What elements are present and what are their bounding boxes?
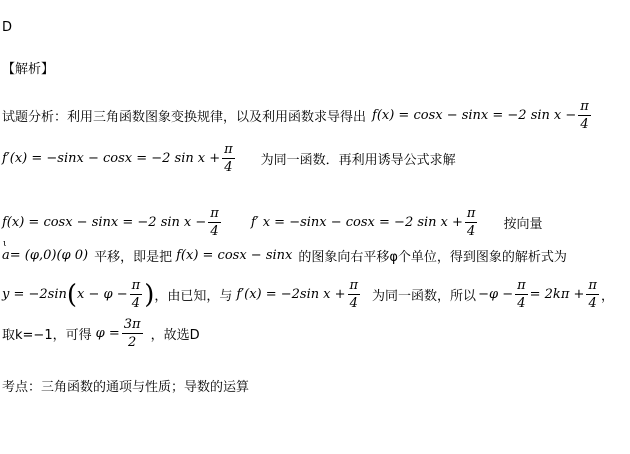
vector-arrow-icon: ι bbox=[3, 239, 7, 249]
choose-text: ，故选D bbox=[150, 328, 200, 343]
f-expression: f(x) = cosx − sinx = −2 sin bbox=[372, 108, 550, 123]
fprime-expression: f′(x) = −sinx − cosx = −2 sin bbox=[2, 151, 194, 166]
frac-num: 3π bbox=[123, 317, 141, 332]
eq-mid: = 2kπ + bbox=[529, 287, 585, 302]
fraction-pi-over-4 bbox=[348, 279, 361, 310]
vector-text: 按向量 bbox=[503, 217, 543, 232]
fraction-pi-over-4 bbox=[586, 279, 599, 310]
answer-text: D bbox=[2, 20, 13, 35]
frac-num: π bbox=[588, 278, 597, 293]
fprime-line: f′ x = −sinx − cosx = −2 sin bbox=[250, 215, 437, 230]
kaodian-line bbox=[2, 376, 249, 395]
y-expression: y = −2sin bbox=[2, 287, 67, 302]
left-paren: ( bbox=[66, 279, 78, 310]
phi-eq: φ = bbox=[95, 326, 120, 341]
frac-num: π bbox=[349, 278, 359, 293]
phase-x-plus: x + bbox=[440, 215, 463, 230]
x-minus-phi: x − φ − bbox=[77, 287, 128, 302]
shift-desc: 的图象向右平移φ个单位，得到图象的解析式为 bbox=[298, 250, 567, 265]
frac-num: π bbox=[517, 278, 526, 293]
frac-den: 4 bbox=[467, 224, 476, 239]
frac-den: 4 bbox=[210, 224, 219, 239]
phase-x: x − bbox=[553, 108, 577, 123]
phase-x-plus: x + bbox=[197, 151, 221, 166]
frac-den: 4 bbox=[131, 296, 141, 311]
derivation-line-4 bbox=[2, 318, 200, 349]
frac-den: 4 bbox=[517, 296, 526, 311]
known-text: ，由已知，与 bbox=[154, 289, 233, 304]
derivation-line-2 bbox=[2, 239, 567, 265]
section-title-text: 【解析】 bbox=[2, 62, 55, 77]
frac-num: π bbox=[131, 278, 141, 293]
frac-den: 4 bbox=[588, 296, 597, 311]
frac-num: π bbox=[580, 99, 589, 114]
fraction-pi-over-4 bbox=[208, 207, 221, 238]
derivation-line-1 bbox=[2, 207, 542, 238]
kaodian-text: 考点：三角函数的通项与性质；导数的运算 bbox=[2, 380, 250, 395]
eq-left: −φ − bbox=[478, 287, 514, 302]
fraction-pi-over-4 bbox=[578, 100, 591, 131]
same-func-text: 为同一函数，所以 bbox=[372, 289, 477, 304]
derivation-line-3 bbox=[2, 279, 614, 310]
frac-num: π bbox=[210, 206, 219, 221]
fraction-pi-over-4 bbox=[130, 279, 143, 310]
fraction-pi-over-4 bbox=[465, 207, 478, 238]
section-title bbox=[2, 58, 54, 77]
fraction-pi-over-4 bbox=[515, 279, 528, 310]
fprime-short: f′(x) = −2sin bbox=[236, 287, 320, 302]
answer-letter bbox=[2, 20, 12, 35]
frac-num: π bbox=[224, 142, 233, 157]
fraction-pi-over-4 bbox=[222, 143, 235, 174]
f-short: f(x) = cosx − sinx bbox=[176, 248, 293, 263]
frac-num: π bbox=[466, 206, 476, 221]
frac-den: 4 bbox=[580, 117, 589, 132]
phase-x: x − bbox=[183, 215, 207, 230]
right-paren: ) bbox=[144, 279, 155, 310]
eq-end: ， bbox=[600, 289, 614, 304]
k-text: 取k=−1，可得 bbox=[2, 328, 92, 343]
shift-text: 平移，即是把 bbox=[94, 250, 173, 265]
analysis-line-1 bbox=[2, 100, 593, 131]
vector-a-letter: a bbox=[2, 248, 10, 263]
frac-den: 4 bbox=[349, 296, 358, 311]
fraction-3pi-over-2 bbox=[122, 318, 143, 349]
analysis-line-2 bbox=[2, 143, 456, 174]
frac-den: 2 bbox=[128, 335, 137, 350]
vector-def: = (φ,0)(φ 0) bbox=[9, 248, 89, 263]
analysis-tail: 为同一函数．再利用诱导公式求解 bbox=[260, 153, 456, 168]
f-line: f(x) = cosx − sinx = −2 sin bbox=[2, 215, 180, 230]
phase-x-plus: x + bbox=[323, 287, 346, 302]
analysis-intro: 试题分析：利用三角函数图象变换规律，以及利用函数求导得出 bbox=[2, 110, 367, 125]
vector-a bbox=[2, 239, 10, 263]
frac-den: 4 bbox=[224, 160, 233, 175]
